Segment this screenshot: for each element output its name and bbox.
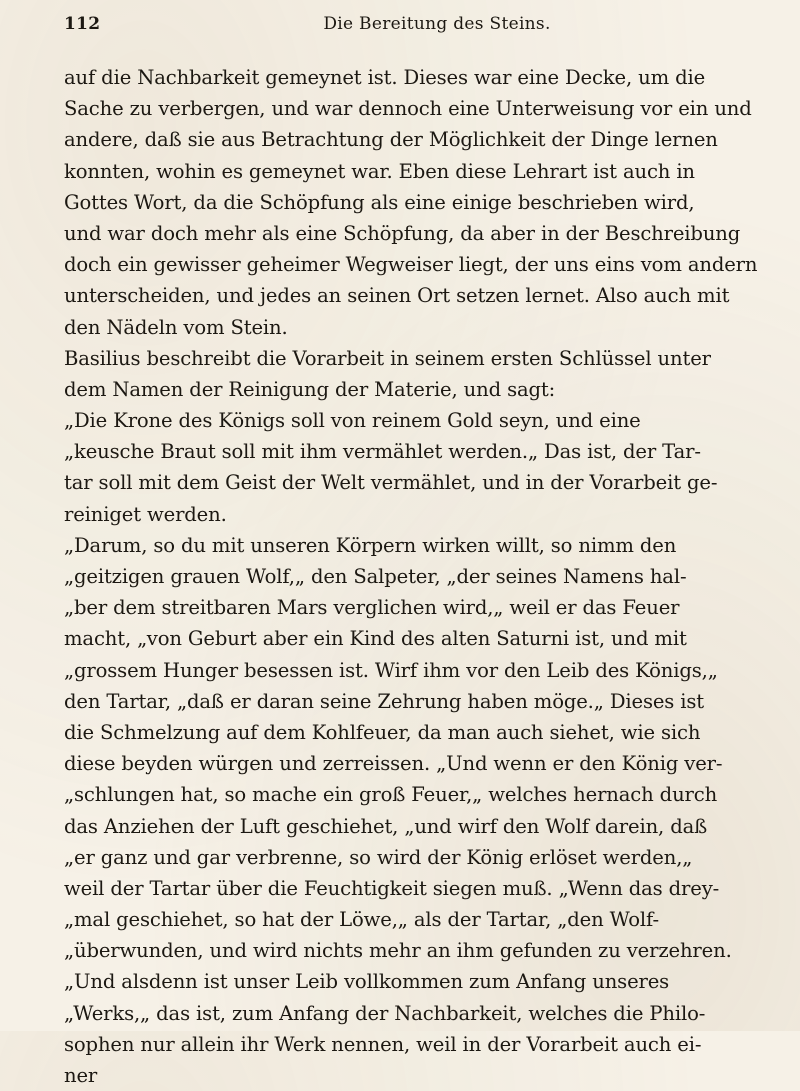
text-line: „Und alsdenn ist unser Leib vollkommen zum Anfang unseres	[64, 970, 670, 994]
running-title: Die Bereitung des Steins.	[323, 14, 551, 34]
text-line: diese beyden würgen und zerreissen. „Und wenn er den König ver-	[64, 752, 723, 776]
text-line: die Schmelzung auf dem Kohlfeuer, da man auch siehet, wie sich	[64, 720, 701, 744]
text-line: tar soll mit dem Geist der Welt vermählet, und in der Vorarbeit ge-	[64, 471, 718, 495]
text-line: das Anziehen der Luft geschiehet, „und wirf den Wolf darein, daß	[64, 814, 708, 838]
text-line: „überwunden, und wird nichts mehr an ihm gefunden zu verzehren.	[64, 939, 732, 963]
running-head	[64, 14, 770, 46]
text-line: „Darum, so du mit unseren Körpern wirken willt, so nimm den	[64, 533, 677, 557]
text-line: „Die Krone des Königs soll von reinem Gold seyn, und eine	[64, 409, 641, 433]
text-line: „grossem Hunger besessen ist. Wirf ihm vor den Leib des Königs,„	[64, 658, 718, 682]
text-line: und war doch mehr als eine Schöpfung, da aber in der Beschreibung	[64, 221, 741, 245]
text-line: Basilius beschreibt die Vorarbeit in seinem ersten Schlüssel unter	[64, 346, 711, 370]
text-line: „ber dem streitbaren Mars verglichen wird,„ weil er das Feuer	[64, 596, 680, 620]
text-line: andere, daß sie aus Betrachtung der Möglichkeit der Dinge lernen	[64, 128, 718, 152]
text-line: „mal geschiehet, so hat der Löwe,„ als der Tartar, „den Wolf-	[64, 908, 659, 932]
text-line: auf die Nachbarkeit gemeynet ist. Dieses war eine Decke, um die	[64, 66, 706, 89]
page-number: 112	[64, 14, 101, 34]
text-line: „Werks,„ das ist, zum Anfang der Nachbarkeit, welches die Philo-	[64, 1001, 706, 1025]
text-line: „schlungen hat, so mache ein groß Feuer,„ welches hernach durch	[64, 783, 718, 807]
text-line: Sache zu verbergen, und war dennoch eine Unterweisung vor ein und	[64, 97, 752, 121]
text-line: sophen nur allein ihr Werk nennen, weil in der Vorarbeit auch ei-	[64, 1032, 702, 1056]
text-line: weil der Tartar über die Feuchtigkeit siegen muß. „Wenn das drey-	[64, 876, 720, 900]
text-line: ner	[64, 1064, 98, 1087]
text-line: „er ganz und gar verbrenne, so wird der König erlöset werden,„	[64, 845, 693, 869]
text-line: „keusche Braut soll mit ihm vermählet werden.„ Das ist, der Tar-	[64, 440, 701, 464]
text-line: dem Namen der Reinigung der Materie, und sagt:	[64, 377, 556, 401]
text-line: macht, „von Geburt aber ein Kind des alten Saturni ist, und mit	[64, 627, 687, 651]
text-line: Gottes Wort, da die Schöpfung als eine einige beschrieben wird,	[64, 190, 695, 214]
body-text	[64, 62, 770, 1091]
text-line: unterscheiden, und jedes an seinen Ort setzen lernet. Also auch mit	[64, 284, 730, 308]
text-line: konnten, wohin es gemeynet war. Eben diese Lehrart ist auch in	[64, 159, 695, 183]
text-line: reiniget werden.	[64, 502, 227, 526]
text-line: den Tartar, „daß er daran seine Zehrung haben möge.„ Dieses ist	[64, 689, 705, 713]
text-line: doch ein gewisser geheimer Wegweiser liegt, der uns eins vom andern	[64, 253, 758, 277]
text-line: den Nädeln vom Stein.	[64, 315, 288, 339]
text-line: „geitzigen grauen Wolf,„ den Salpeter, „der seines Namens hal-	[64, 565, 687, 588]
